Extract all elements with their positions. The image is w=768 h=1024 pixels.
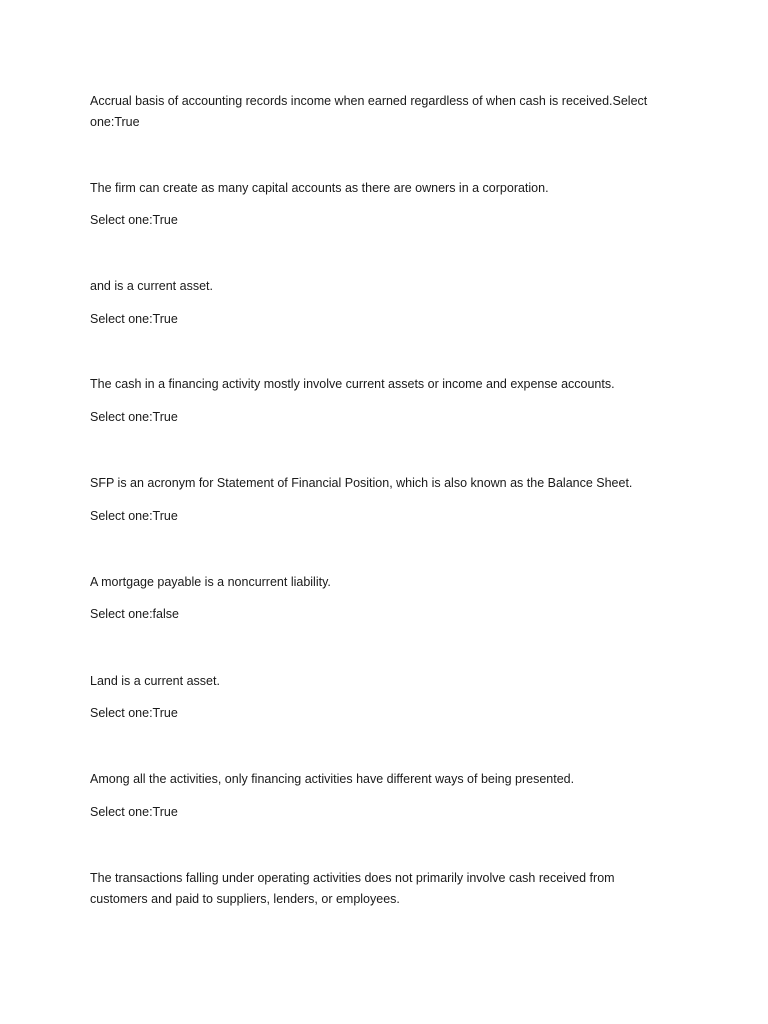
answer-6: Select one:false <box>90 607 179 621</box>
answer-7: Select one:True <box>90 706 178 720</box>
answer-2: Select one:True <box>90 213 178 227</box>
question-7: Land is a current asset. <box>90 674 220 688</box>
question-5: SFP is an acronym for Statement of Financial Position, which is also known as the Balance Sheet. <box>90 476 633 490</box>
question-8: Among all the activities, only financing activities have different ways of being presented. <box>90 772 575 786</box>
question-4: The cash in a financing activity mostly involve current assets or income and expense accounts. <box>90 377 615 391</box>
answer-5: Select one:True <box>90 509 178 523</box>
question-3: and is a current asset. <box>90 279 213 293</box>
answer-3: Select one:True <box>90 312 178 326</box>
question-2: The firm can create as many capital accounts as there are owners in a corporation. <box>90 181 549 195</box>
question-9: The transactions falling under operating activities does not primarily involve cash received from customers and paid to suppliers, lenders, or employees. <box>90 871 615 906</box>
answer-8: Select one:True <box>90 805 178 819</box>
question-1: Accrual basis of accounting records income when earned regardless of when cash is received.Select one:True <box>90 94 648 129</box>
answer-4: Select one:True <box>90 410 178 424</box>
question-6: A mortgage payable is a noncurrent liability. <box>90 575 331 589</box>
